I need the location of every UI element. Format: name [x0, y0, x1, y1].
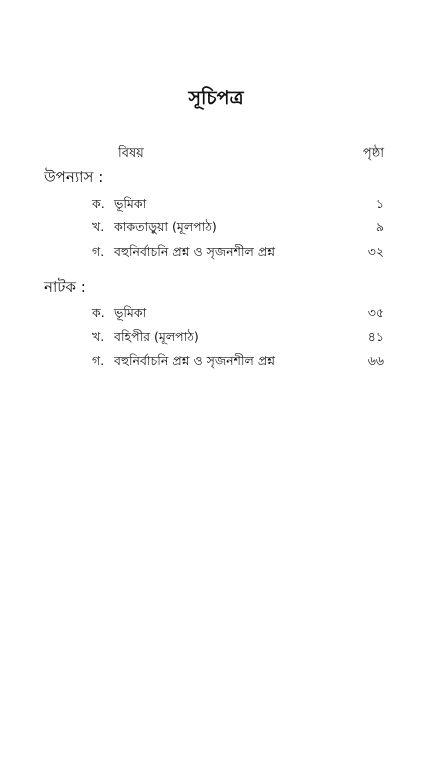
toc-entry[interactable] [92, 305, 384, 323]
section-heading-drama: নাটক : [44, 278, 86, 296]
page-column-header: পৃষ্ঠা [362, 146, 384, 161]
entry-page-number: ৩২ [367, 244, 384, 259]
entry-page-number: ৪১ [367, 329, 384, 344]
toc-entry[interactable] [92, 353, 384, 371]
entry-page-number: ৩৫ [367, 305, 384, 320]
entry-marker: খ. [92, 219, 105, 234]
toc-entry[interactable] [92, 219, 384, 237]
entry-marker: গ. [92, 244, 105, 259]
toc-entry[interactable] [92, 244, 384, 262]
entry-title: বহুনির্বাচনি প্রশ্ন ও সৃজনশীল প্রশ্ন [114, 244, 276, 259]
entry-page-number: ৬৬ [367, 353, 384, 368]
entry-title: বহিপীর (মূলপাঠ) [114, 329, 199, 344]
subject-column-header: বিষয় [118, 146, 144, 161]
entry-marker: খ. [92, 329, 105, 344]
entry-marker: গ. [92, 353, 105, 368]
entry-title: কাকতাড়ুয়া (মূলপাঠ) [114, 219, 217, 234]
entry-marker: ক. [92, 305, 105, 320]
entry-title: ভূমিকা [114, 305, 147, 320]
entry-marker: ক. [92, 196, 105, 211]
entry-title: বহুনির্বাচনি প্রশ্ন ও সৃজনশীল প্রশ্ন [114, 353, 276, 368]
entry-page-number: ৯ [375, 219, 384, 234]
page-title: সূচিপত্র [188, 87, 244, 109]
toc-entry[interactable] [92, 196, 384, 214]
entry-title: ভূমিকা [114, 196, 147, 211]
entry-page-number: ১ [375, 196, 384, 211]
toc-entry[interactable] [92, 329, 384, 347]
section-heading-novel: উপন্যাস : [44, 168, 104, 186]
